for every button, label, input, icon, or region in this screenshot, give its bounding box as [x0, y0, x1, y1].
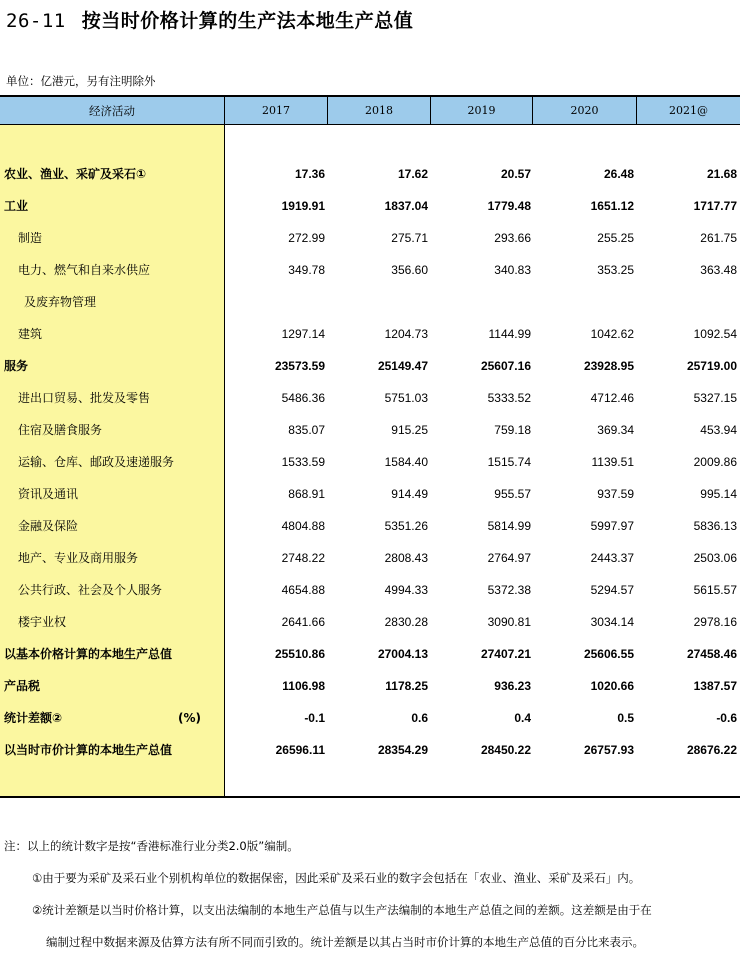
value-cell: 363.48: [700, 263, 737, 277]
value-cell: 25149.47: [377, 359, 428, 373]
value-cell: 26757.93: [583, 743, 634, 757]
row-label: 楼宇业权: [18, 615, 67, 629]
table-row: [0, 542, 740, 574]
value-cell: 2830.28: [384, 615, 428, 629]
value-cell: 2641.66: [281, 615, 325, 629]
value-cell: 5333.52: [487, 391, 531, 405]
value-cell: 5997.97: [590, 519, 634, 533]
value-cell: 914.49: [391, 487, 428, 501]
unit-note: 单位：亿港元，另有注明除外: [6, 74, 156, 88]
row-label: 服务: [4, 359, 29, 373]
footnote-2: ②统计差额是以当时价格计算，以支出法编制的本地生产总值与以生产法编制的本地生产总值之间的差额。这差额是由于在: [32, 903, 652, 917]
table-row: [0, 574, 740, 606]
value-cell: 349.78: [288, 263, 325, 277]
value-cell: 995.14: [700, 487, 737, 501]
value-cell: 1020.66: [590, 679, 634, 693]
value-cell: 1919.91: [281, 199, 325, 213]
value-cell: 2978.16: [693, 615, 737, 629]
value-cell: 369.34: [597, 423, 634, 437]
table-row: [0, 350, 740, 382]
row-label: 住宿及膳食服务: [18, 423, 103, 437]
row-label: 公共行政、社会及个人服务: [18, 583, 163, 597]
value-cell: 21.68: [706, 167, 737, 181]
value-cell: 1387.57: [693, 679, 737, 693]
value-cell: 0.4: [514, 711, 531, 725]
value-cell: 1837.04: [384, 199, 428, 213]
footnote-2-continued: 编制过程中数据来源及估算方法有所不同而引致的。统计差额是以其占当时市价计算的本地生产总值的百分比来表示。: [46, 935, 644, 949]
value-cell: 5294.57: [590, 583, 634, 597]
value-cell: 26.48: [603, 167, 634, 181]
table-row: [0, 606, 740, 638]
value-cell: [235, 286, 325, 318]
table-row: [0, 446, 740, 478]
value-cell: 27458.46: [686, 647, 737, 661]
value-cell: [441, 286, 531, 318]
table-row: [0, 414, 740, 446]
value-cell: 20.57: [500, 167, 531, 181]
header-activity: 经济活动: [89, 104, 135, 118]
value-cell: 1533.59: [281, 455, 325, 469]
row-label: 运输、仓库、邮政及速递服务: [18, 455, 175, 469]
value-cell: 25510.86: [274, 647, 325, 661]
value-cell: 868.91: [288, 487, 325, 501]
value-cell: 261.75: [700, 231, 737, 245]
value-cell: 353.25: [597, 263, 634, 277]
row-label: 以当时市价计算的本地生产总值: [4, 743, 173, 757]
table-row: [0, 734, 740, 766]
value-cell: 255.25: [597, 231, 634, 245]
value-cell: 293.66: [494, 231, 531, 245]
value-cell: 28676.22: [686, 743, 737, 757]
value-cell: 2443.37: [590, 551, 634, 565]
table-title-text: 按当时价格计算的生产法本地生产总值: [81, 10, 414, 32]
value-cell: 275.71: [391, 231, 428, 245]
value-cell: 0.6: [411, 711, 428, 725]
value-cell: 23573.59: [274, 359, 325, 373]
value-cell: 1092.54: [693, 327, 737, 341]
value-cell: 27004.13: [377, 647, 428, 661]
table-row: [0, 702, 740, 734]
value-cell: 5372.38: [487, 583, 531, 597]
value-cell: 835.07: [288, 423, 325, 437]
value-cell: 2503.06: [693, 551, 737, 565]
value-cell: 2748.22: [281, 551, 325, 565]
value-cell: 26596.11: [275, 743, 325, 757]
value-cell: 955.57: [494, 487, 531, 501]
value-cell: 5751.03: [384, 391, 428, 405]
row-label: 地产、专业及商用服务: [18, 551, 139, 565]
table-row: [0, 254, 740, 286]
table-row: [0, 670, 740, 702]
footnote-general: 注：以上的统计数字是按“香港标准行业分类2.0版”编制。: [4, 839, 299, 853]
value-cell: [338, 286, 428, 318]
row-label: 制造: [18, 231, 43, 245]
value-cell: 1144.99: [488, 327, 531, 341]
value-cell: 1106.98: [282, 679, 325, 693]
table-row: [0, 510, 740, 542]
value-cell: 25719.00: [686, 359, 737, 373]
row-label: 工业: [4, 199, 29, 213]
value-cell: 937.59: [597, 487, 634, 501]
value-cell: 915.25: [391, 423, 428, 437]
value-cell: 28450.22: [480, 743, 531, 757]
value-cell: 4654.88: [281, 583, 325, 597]
row-label: 以基本价格计算的本地生产总值: [4, 647, 173, 661]
table-row: [0, 286, 740, 318]
value-cell: 5615.57: [693, 583, 737, 597]
value-cell: 28354.29: [377, 743, 428, 757]
value-cell: 4712.46: [590, 391, 634, 405]
value-cell: 1139.51: [591, 455, 634, 469]
table-row: [0, 638, 740, 670]
row-label: 产品税: [4, 679, 41, 693]
table-number: 26-11: [6, 10, 66, 32]
value-cell: -0.6: [716, 711, 737, 725]
header-year: 2021@: [636, 97, 740, 125]
row-label: 金融及保险: [18, 519, 79, 533]
value-cell: 23928.95: [583, 359, 634, 373]
table-row: [0, 382, 740, 414]
value-cell: 4994.33: [384, 583, 428, 597]
value-cell: [647, 286, 737, 318]
row-label: 资讯及通讯: [18, 487, 79, 501]
value-cell: 1584.40: [384, 455, 428, 469]
table-header-row: [0, 95, 740, 125]
value-cell: 5327.15: [693, 391, 737, 405]
table-title: [6, 6, 413, 33]
row-label: 及废弃物管理: [24, 295, 97, 309]
row-unit: (%): [178, 711, 201, 725]
value-cell: 1717.77: [693, 199, 737, 213]
row-label: 建筑: [18, 327, 43, 341]
value-cell: 1779.48: [487, 199, 531, 213]
value-cell: 4804.88: [281, 519, 325, 533]
value-cell: 25606.55: [583, 647, 634, 661]
header-year: 2020: [532, 97, 636, 125]
table-row: [0, 158, 740, 190]
value-cell: 759.18: [494, 423, 531, 437]
header-year: 2019: [430, 97, 532, 125]
value-cell: 2764.97: [487, 551, 531, 565]
value-cell: 2009.86: [693, 455, 737, 469]
value-cell: 5351.26: [384, 519, 428, 533]
table-bottom-rule: [0, 796, 740, 798]
row-label: 电力、燃气和自来水供应: [18, 263, 151, 277]
value-cell: 1204.73: [384, 327, 428, 341]
value-cell: 5486.36: [281, 391, 325, 405]
table-row: [0, 478, 740, 510]
row-label: 农业、渔业、采矿及采石①: [4, 167, 147, 181]
header-year: 2017: [224, 97, 327, 125]
value-cell: [544, 286, 634, 318]
value-cell: 3090.81: [487, 615, 531, 629]
value-cell: 1297.14: [281, 327, 325, 341]
value-cell: 5836.13: [693, 519, 737, 533]
value-cell: 356.60: [391, 263, 428, 277]
value-cell: 0.5: [617, 711, 634, 725]
value-cell: 1042.62: [590, 327, 634, 341]
value-cell: 3034.14: [590, 615, 634, 629]
value-cell: 17.36: [294, 167, 325, 181]
value-cell: 5814.99: [487, 519, 531, 533]
value-cell: 936.23: [494, 679, 531, 693]
value-cell: 25607.16: [480, 359, 531, 373]
value-cell: 453.94: [700, 423, 737, 437]
value-cell: 272.99: [288, 231, 325, 245]
row-label: 进出口贸易、批发及零售: [18, 391, 151, 405]
table-row: [0, 318, 740, 350]
value-cell: 1515.74: [487, 455, 531, 469]
value-cell: 1178.25: [385, 679, 428, 693]
value-cell: 17.62: [397, 167, 428, 181]
value-cell: 1651.12: [590, 199, 634, 213]
table-row: [0, 190, 740, 222]
footnote-1: ①由于要为采矿及采石业个别机构单位的数据保密，因此采矿及采石业的数字会包括在「农业、渔业、采矿及采石」内。: [32, 871, 641, 885]
value-cell: 340.83: [494, 263, 531, 277]
gdp-table: [0, 95, 740, 798]
row-label: 统计差额②: [4, 711, 63, 725]
table-row: [0, 222, 740, 254]
value-cell: 2808.43: [384, 551, 428, 565]
value-cell: 27407.21: [480, 647, 531, 661]
header-year: 2018: [327, 97, 430, 125]
value-cell: -0.1: [304, 711, 325, 725]
